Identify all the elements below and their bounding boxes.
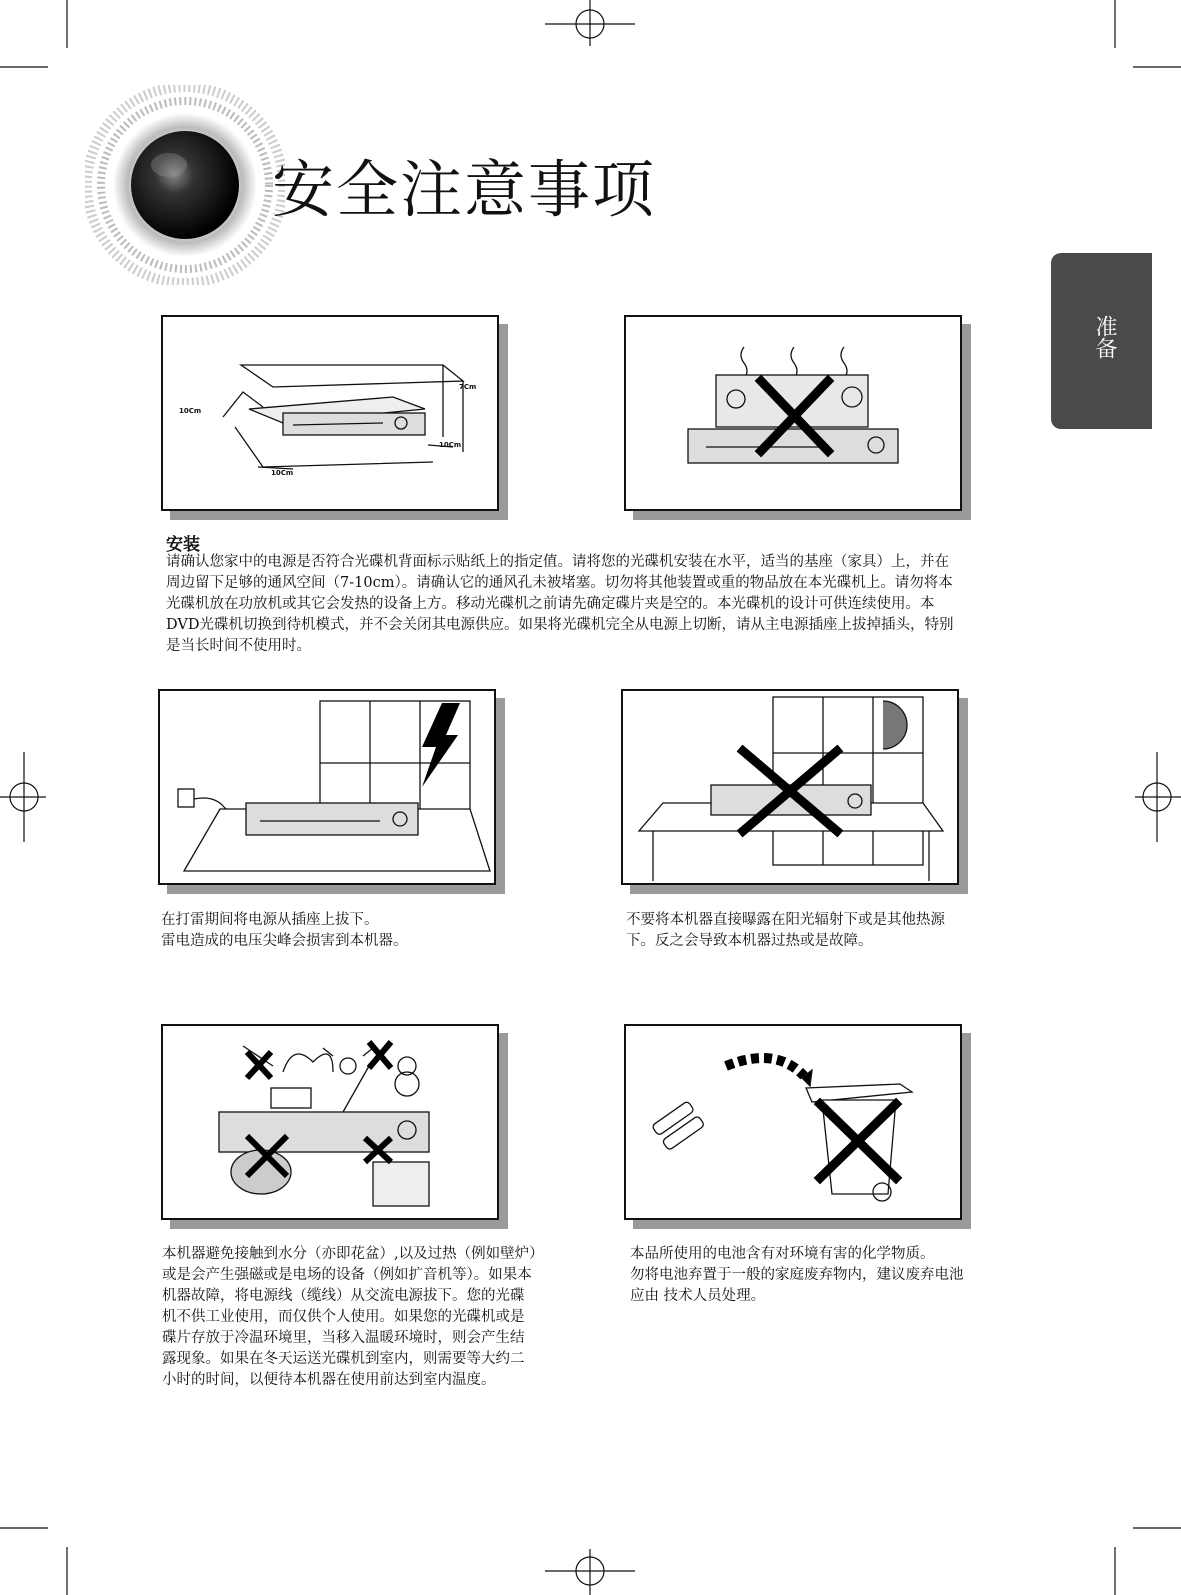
- lightning-line: 雷电造成的电压尖峰会损害到本机器。: [161, 933, 408, 949]
- install-paragraph: [166, 552, 1036, 657]
- battery-line: 应由 技术人员处理。: [630, 1288, 766, 1304]
- figure-sunlight: [621, 689, 959, 885]
- dvd-clearance-illustration: [163, 317, 497, 509]
- moisture-heat-illustration: [163, 1026, 497, 1218]
- lightning-line: 在打雷期间将电源从插座上拔下。: [161, 912, 379, 928]
- battery-disposal-illustration: [626, 1026, 960, 1218]
- sunlight-line: 不要将本机器直接曝露在阳光辐射下或是其他热源: [626, 912, 945, 928]
- install-line: 光碟机放在功放机或其它会发热的设备上方。移动光碟机之前请先确定碟片夹是空的。本光碟机的设计可供连续使用。本: [166, 596, 935, 612]
- sunlight-caption: [626, 910, 996, 952]
- figure-environment: [161, 1024, 499, 1220]
- sunlight-line: 下。反之会导致本机器过热或是故障。: [626, 933, 873, 949]
- moisture-line: 机器故障，将电源线（缆线）从交流电源拔下。您的光碟: [162, 1288, 525, 1304]
- sunlight-exposure-illustration: [623, 691, 957, 883]
- section-tab: [1051, 253, 1152, 429]
- figure-lightning: [158, 689, 496, 885]
- dim-label-bottom: 10Cm: [271, 469, 294, 477]
- install-line: DVD光碟机切换到待机模式，并不会关闭其电源供应。如果将光碟机完全从电源上切断，请从主电源插座上拔掉插头，特别: [166, 617, 954, 633]
- dim-label-top: 7Cm: [459, 383, 477, 391]
- moisture-line: 或是会产生强磁或是电场的设备（例如扩音机等）。如果本: [162, 1267, 532, 1283]
- battery-line: 勿将电池弃置于一般的家庭废弃物内，建议废弃电池: [630, 1267, 964, 1283]
- figure-no-stacking: [624, 315, 962, 511]
- lightning-unplug-illustration: [160, 691, 494, 883]
- moisture-line: 碟片存放于冷温环境里，当移入温暖环境时，则会产生结: [162, 1330, 525, 1346]
- figure-battery: [624, 1024, 962, 1220]
- figure-ventilation: [161, 315, 499, 511]
- lightning-caption: [161, 910, 491, 952]
- moisture-line: 露现象。如果在冬天运送光碟机到室内，则需要等大约二: [162, 1351, 525, 1367]
- moisture-line: 小时的时间，以便待本机器在使用前达到室内温度。: [162, 1372, 496, 1388]
- moisture-line: 本机器避免接触到水分（亦即花盆）,以及过热（例如壁炉）: [162, 1246, 544, 1262]
- moisture-line: 机不供工业使用，而仅供个人使用。如果您的光碟机或是: [162, 1309, 525, 1325]
- dim-label-left: 10Cm: [179, 407, 202, 415]
- moisture-caption: [162, 1244, 582, 1391]
- install-line: 周边留下足够的通风空间（7-10cm）。请确认它的通风孔未被堵塞。切勿将其他装置或重的物品放在本光碟机上。请勿将本: [166, 575, 953, 591]
- install-line: 请确认您家中的电源是否符合光碟机背面标示贴纸上的指定值。请将您的光碟机安装在水平，适当的基座（家具）上，并在: [166, 554, 949, 570]
- amplifier-on-dvd-illustration: [626, 317, 960, 509]
- speaker-logo-icon: [85, 85, 285, 285]
- battery-line: 本品所使用的电池含有对环境有害的化学物质。: [630, 1246, 935, 1262]
- page-title: 安全注意事项: [272, 153, 657, 226]
- section-tab-label: 准备: [1092, 315, 1117, 359]
- dim-label-right: 10Cm: [439, 441, 462, 449]
- battery-caption: [630, 1244, 1030, 1307]
- install-heading: 安装: [166, 535, 200, 555]
- install-line: 是当长时间不使用时。: [166, 638, 311, 654]
